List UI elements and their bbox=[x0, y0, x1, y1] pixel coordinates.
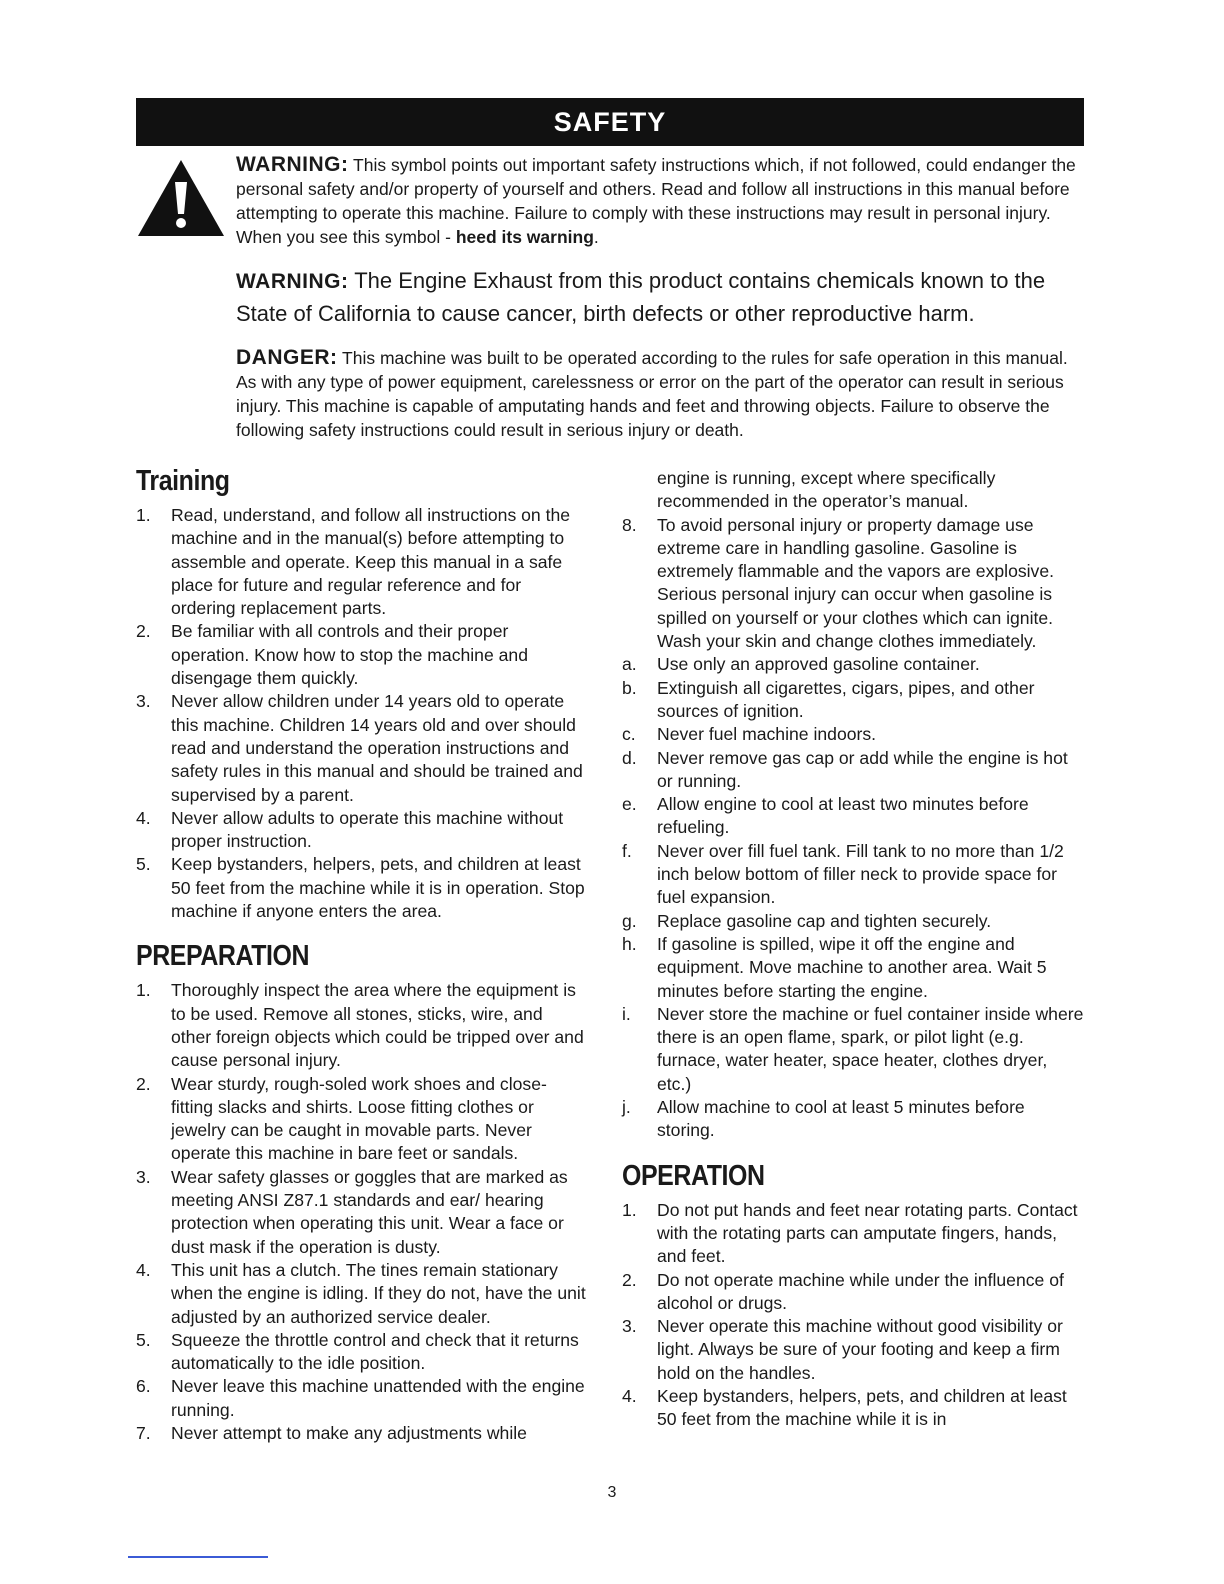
list-item bbox=[136, 1073, 586, 1166]
item-text: Do not operate machine while under the influence of alcohol or drugs. bbox=[657, 1269, 1064, 1313]
item-number: 3. bbox=[622, 1316, 637, 1337]
notice-lead: WARNING: bbox=[236, 270, 349, 293]
item-number: 5. bbox=[136, 1329, 151, 1350]
item-number: 7. bbox=[136, 1422, 151, 1443]
item-number: 4. bbox=[136, 1259, 151, 1280]
list-item bbox=[136, 1329, 586, 1376]
list-item bbox=[136, 853, 586, 923]
item-number: 4. bbox=[136, 807, 151, 828]
right-column bbox=[622, 467, 1084, 1432]
list-item bbox=[136, 979, 586, 1072]
item-text: To avoid personal injury or property damage use extreme care in handling gasoline. Gasoline is extremely flammable and the vapors are explosive. Serious personal injury can occur when gasoline is spilled on yourself or your clothes which can ignite. Wash your skin and change clothes immediately. bbox=[657, 514, 1055, 652]
sub-list-item bbox=[622, 840, 1084, 910]
item-text: Read, understand, and follow all instructions on the machine and in the manual(s) before attempting to assemble and operate. Keep this manual in a safe place for future and regular reference and for ordering replacement parts. bbox=[171, 505, 571, 619]
sub-list-item bbox=[622, 1003, 1084, 1096]
item-text: Never store the machine or fuel container inside where there is an open flame, spark, or pilot light (e.g. furnace, water heater, space heater, clothes dryer, etc.) bbox=[657, 1003, 1084, 1094]
notice-lead: WARNING: bbox=[236, 153, 349, 176]
notice-text: This machine was built to be operated according to the rules for safe operation in this manual. As with any type of power equipment, carelessness or error on the part of the operator can result in serious injury. This machine is capable of amputating hands and feet and throwing objects. Failure to observe the following safety instructions could result in serious injury or death. bbox=[236, 348, 1068, 440]
list-item bbox=[136, 620, 586, 690]
notice-lead: DANGER: bbox=[236, 346, 338, 369]
item-letter: d. bbox=[622, 747, 637, 768]
training-list bbox=[136, 504, 586, 923]
item-text: Never attempt to make any adjustments while bbox=[171, 1422, 527, 1443]
item-text: Never remove gas cap or add while the engine is hot or running. bbox=[657, 747, 1068, 791]
item-number: 2. bbox=[136, 621, 151, 642]
item-number: 2. bbox=[622, 1269, 637, 1290]
item-number: 6. bbox=[136, 1376, 151, 1397]
item-number: 3. bbox=[136, 1166, 151, 1187]
item-letter: j. bbox=[622, 1097, 631, 1118]
item-letter: c. bbox=[622, 724, 636, 745]
item-letter: g. bbox=[622, 910, 637, 931]
item-text: Never allow children under 14 years old to operate this machine. Children 14 years old and over should read and understand the operation instructions and safety rules in this manual and should be trained and supervised by a parent. bbox=[171, 691, 583, 805]
item-text: Keep bystanders, helpers, pets, and children at least 50 feet from the machine while it is in operation. Stop machine if anyone enters the area. bbox=[171, 854, 585, 922]
gasoline-sublist bbox=[622, 653, 1084, 1142]
item-number: 8. bbox=[622, 514, 637, 535]
item-number: 4. bbox=[622, 1385, 637, 1406]
item-text: Never fuel machine indoors. bbox=[657, 724, 877, 745]
list-item bbox=[622, 1385, 1084, 1432]
item-letter: i. bbox=[622, 1003, 631, 1024]
preparation-list-continued bbox=[622, 514, 1084, 654]
list-item bbox=[622, 514, 1084, 654]
item-text: Allow machine to cool at least 5 minutes before storing. bbox=[657, 1097, 1025, 1141]
item-text: Never over fill fuel tank. Fill tank to no more than 1/2 inch below bottom of filler neck to provide space for fuel expansion. bbox=[657, 840, 1064, 908]
item-text: Squeeze the throttle control and check that it returns automatically to the idle position. bbox=[171, 1329, 579, 1374]
sub-list-item bbox=[622, 1096, 1084, 1143]
item-text: Replace gasoline cap and tighten securely. bbox=[657, 910, 992, 931]
item-text: This unit has a clutch. The tines remain stationary when the engine is idling. If they do not, have the unit adjusted by an authorized service dealer. bbox=[171, 1259, 586, 1327]
item-letter: e. bbox=[622, 794, 637, 815]
sub-list-item bbox=[622, 910, 1084, 933]
item-continuation: engine is running, except where specifically recommended in the operator’s manual. bbox=[657, 468, 996, 512]
notice-text: This symbol points out important safety instructions which, if not followed, could endanger the personal safety and/or property of yourself and others. Read and follow all instructions in this manual before attempting to operate this machine. Failure to comply with these instructions may result in personal injury. When you see this symbol - bbox=[236, 155, 1076, 247]
preparation-list bbox=[136, 979, 586, 1445]
page-number: 3 bbox=[607, 1484, 617, 1501]
list-item bbox=[136, 807, 586, 854]
notice-emphasis: heed its warning bbox=[455, 227, 594, 247]
list-item bbox=[136, 1422, 586, 1445]
notice-end: . bbox=[593, 227, 599, 247]
sub-list-item bbox=[622, 933, 1084, 1003]
item-text: Keep bystanders, helpers, pets, and children at least 50 feet from the machine while it is in bbox=[657, 1385, 1067, 1430]
list-item bbox=[622, 1199, 1084, 1269]
warning-symbol-notice bbox=[236, 153, 1076, 249]
california-warning-notice bbox=[236, 265, 1076, 330]
item-text: If gasoline is spilled, wipe it off the engine and equipment. Move machine to another area. Wait 5 minutes before starting the engine. bbox=[657, 933, 1047, 1001]
sub-list-item bbox=[622, 653, 1084, 676]
item-text: Wear sturdy, rough-soled work shoes and close-fitting slacks and shirts. Loose fitting clothes or jewelry can be caught in movable parts. Never operate this machine in bare feet or sandals. bbox=[171, 1073, 547, 1164]
item-text: Never allow adults to operate this machine without proper instruction. bbox=[171, 807, 564, 852]
list-item bbox=[136, 690, 586, 806]
list-item bbox=[136, 1166, 586, 1259]
sub-list-item bbox=[622, 677, 1084, 724]
item-number: 1. bbox=[136, 980, 151, 1001]
item-text: Wear safety glasses or goggles that are marked as meeting ANSI Z87.1 standards and ear/ hearing protection when operating this unit. Wear a face or dust mask if the operation is dusty. bbox=[171, 1166, 568, 1257]
preparation-heading: PREPARATION bbox=[136, 940, 310, 973]
sub-list-item bbox=[622, 723, 1084, 746]
list-item bbox=[136, 1259, 586, 1329]
item-text: Thoroughly inspect the area where the equipment is to be used. Remove all stones, sticks, wire, and other foreign objects which could be tripped over and cause personal injury. bbox=[171, 980, 584, 1071]
item-letter: a. bbox=[622, 654, 637, 675]
list-item bbox=[622, 1269, 1084, 1316]
sub-list-item bbox=[622, 747, 1084, 794]
bottom-link-line bbox=[128, 1556, 268, 1558]
list-item bbox=[622, 1315, 1084, 1385]
item-text: Be familiar with all controls and their proper operation. Know how to stop the machine and disengage them quickly. bbox=[171, 621, 528, 689]
list-item bbox=[136, 504, 586, 620]
list-item bbox=[136, 1375, 586, 1422]
training-heading: Training bbox=[136, 465, 230, 497]
item-number: 1. bbox=[136, 505, 151, 525]
item-letter: h. bbox=[622, 933, 637, 954]
item-text: Extinguish all cigarettes, cigars, pipes, and other sources of ignition. bbox=[657, 677, 1035, 721]
operation-heading: OPERATION bbox=[622, 1159, 765, 1192]
item-text: Do not put hands and feet near rotating parts. Contact with the rotating parts can amputate fingers, hands, and feet. bbox=[657, 1199, 1078, 1267]
notice-text: The Engine Exhaust from this product contains chemicals known to the State of California to cause cancer, birth defects or other reproductive harm. bbox=[236, 268, 1046, 326]
item-text: Never operate this machine without good visibility or light. Always be sure of your footing and keep a firm hold on the handles. bbox=[657, 1316, 1063, 1383]
item-number: 5. bbox=[136, 854, 151, 875]
item-text: Allow engine to cool at least two minutes before refueling. bbox=[657, 794, 1029, 838]
item-letter: b. bbox=[622, 677, 637, 698]
item-letter: f. bbox=[622, 840, 632, 861]
danger-notice bbox=[236, 346, 1086, 442]
operation-list bbox=[622, 1199, 1084, 1432]
item-text: Use only an approved gasoline container. bbox=[657, 654, 980, 675]
item-text: Never leave this machine unattended with the engine running. bbox=[171, 1376, 585, 1420]
safety-banner: SAFETY bbox=[136, 98, 1084, 146]
item-number: 2. bbox=[136, 1073, 151, 1094]
left-column bbox=[136, 462, 586, 1445]
item-number: 1. bbox=[622, 1199, 637, 1220]
warning-triangle-icon bbox=[136, 158, 226, 238]
sub-list-item bbox=[622, 793, 1084, 840]
item-number: 3. bbox=[136, 691, 151, 712]
